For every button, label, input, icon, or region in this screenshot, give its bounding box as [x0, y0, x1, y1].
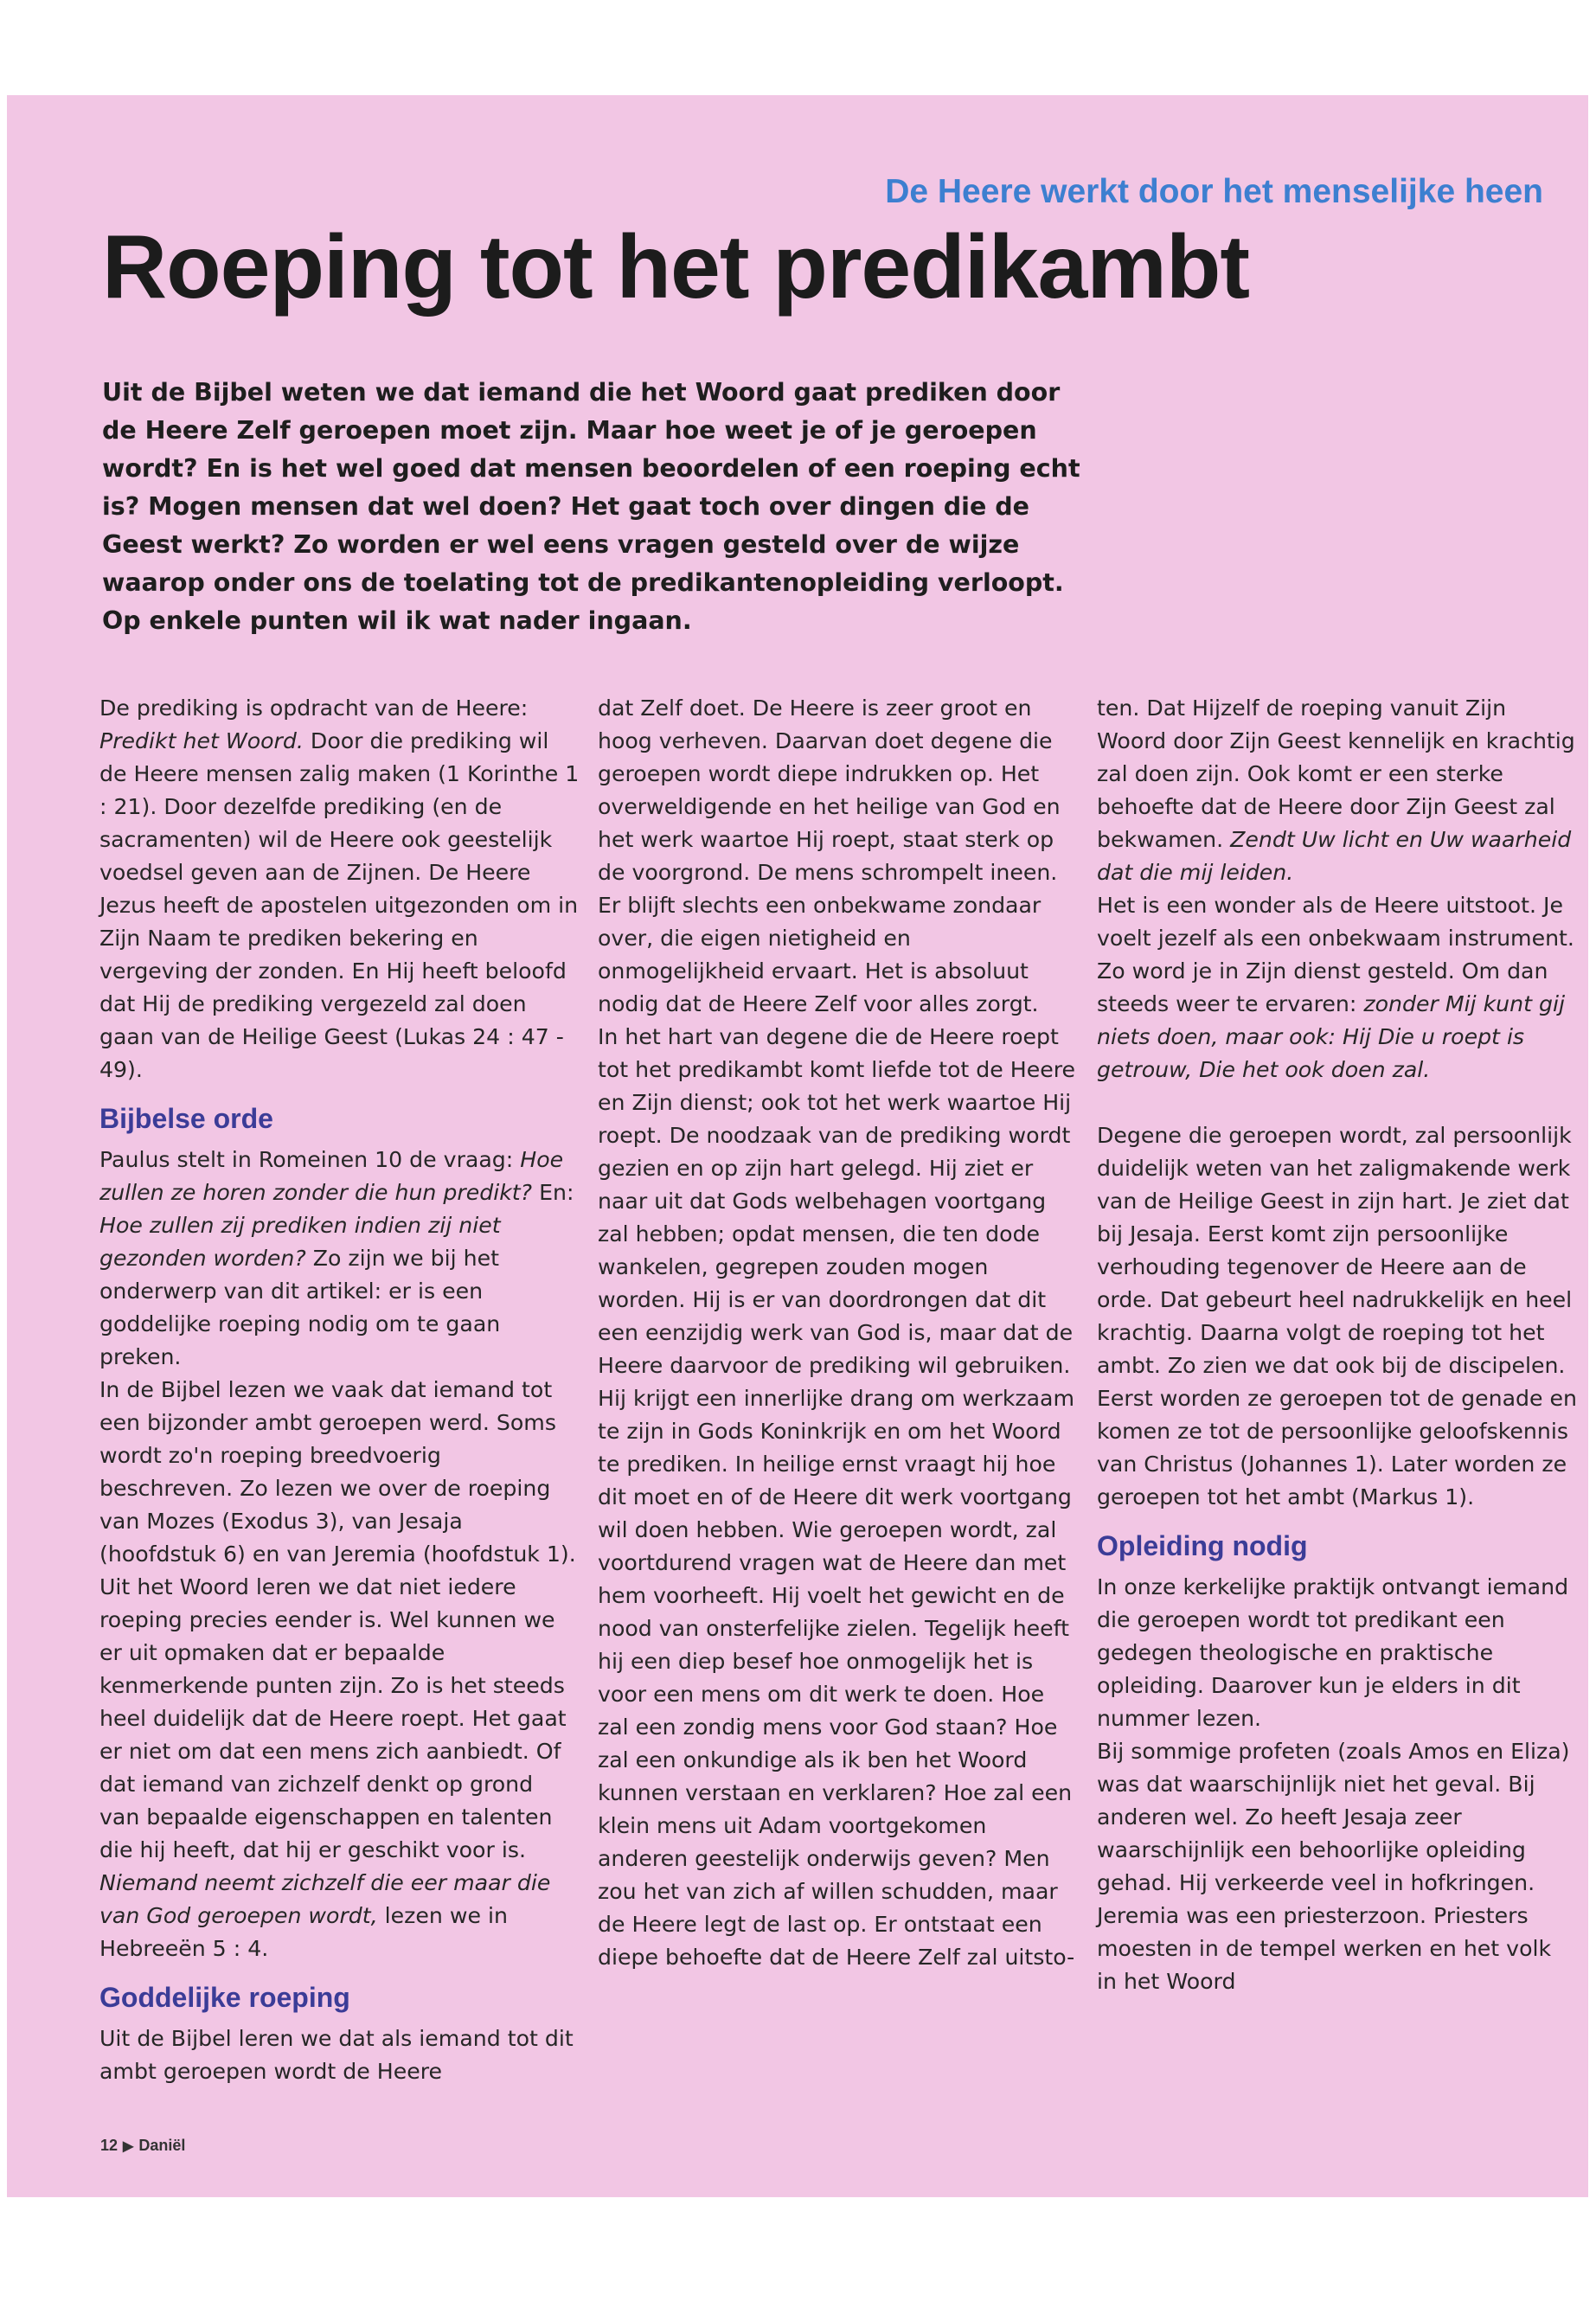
paragraph: Degene die geroepen wordt, zal persoonlijk duidelijk weten van het zaligmakende werk van de Heilige Geest in zijn hart. Je ziet dat bij Jesaja. Eerst komt zijn persoonlijke verhouding tegenover de Heere aan de orde. Dat gebeurt heel nadrukkelijk en heel krachtig. Daarna volgt de roeping tot het ambt. Zo zien we dat ook bij de discipelen. Eerst worden ze geroepen tot de genade en komen ze tot de persoonlijke geloofskennis van Christus (Johannes 1). Later worden ze geroepen tot het ambt (Markus 1). — [1097, 1123, 1578, 1509]
text-span: Paulus stelt in Romeinen 10 de vraag: — [99, 1147, 521, 1172]
paragraph — [1097, 889, 1577, 1086]
italic-quote: Hoe zullen ze horen zonder die hun predikt? — [99, 1147, 564, 1205]
page-number: 12 — [100, 2137, 119, 2154]
paragraph — [99, 1374, 580, 1965]
italic-quote: Zendt Uw licht en Uw waarheid dat die mij leiden. — [1097, 827, 1572, 885]
paragraph: dat Zelf doet. De Heere is zeer groot en hoog verheven. Daarvan doet degene die geroepen wordt diepe indrukken op. Het overweldigende en het heilige van God en het werk waartoe Hij roept, staat sterk op de voorgrond. De mens schrompelt ineen. Er blijft slechts een onbekwame zondaar over, die eigen nietigheid en onmogelijkheid ervaart. Het is absoluut nodig dat de Heere Zelf voor alles zorgt. — [598, 695, 1061, 1016]
paragraph: In het hart van degene die de Heere roept tot het predikambt komt liefde tot de Heere en Zijn dienst; ook tot het werk waartoe Hij roept. De noodzaak van de prediking wordt gezien en op zijn hart gelegd. Hij ziet er naar uit dat Gods welbehagen voortgang zal hebben; opdat mensen, die ten dode wankelen, gegrepen zouden mogen worden. Hij is er van doordrongen dat dit een eenzijdig werk van God is, maar dat de Heere daarvoor de prediking wil gebruiken. Hij krijgt een innerlijke drang om werkzaam te zijn in Gods Koninkrijk en om het Woord te prediken. In heilige ernst vraagt hij hoe dit moet en of de Heere dit werk voortgang wil doen hebben. Wie geroepen wordt, zal voortdurend vragen wat de Heere dan met hem voorheeft. Hij voelt het gewicht en de nood van onsterfelijke zielen. Tegelijk heeft hij een diep besef hoe onmogelijk het is voor een mens om dit werk te doen. Hoe zal een zondig mens voor God staan? Hoe zal een onkundige als ik ben het Woord kunnen verstaan en verklaren? Hoe zal een klein mens uit Adam voortgekomen anderen geestelijk onderwijs geven? Men zou het van zich af willen schudden, maar de Heere legt de last op. Er ontstaat een diepe behoefte dat de Heere Zelf zal uitsto- — [598, 1024, 1076, 1970]
text-span: Door die prediking wil de Heere mensen zalig maken (1 Korinthe 1 : 21). Door dezelfde prediking (en de sacramenten) wil de Heere ook geestelijk voedsel geven aan de Zijnen. De Heere Jezus heeft de apostelen uitgezonden om in Zijn Naam te prediken bekering en vergeving der zonden. En Hij heeft beloofd dat Hij de prediking vergezeld zal doen gaan van de Heilige Geest (Lukas 24 : 47 - 49). — [99, 728, 580, 1082]
subheading-opleiding-nodig: Opleiding nodig — [1097, 1530, 1308, 1561]
article-kicker: De Heere werkt door het menselijke heen — [885, 173, 1543, 210]
magazine-name: Daniël — [138, 2137, 186, 2154]
text-span: Zo zijn we bij het onderwerp van dit artikel: er is een goddelijke roeping nodig om te gaan preken. — [99, 1246, 501, 1369]
paragraph: In onze kerkelijke praktijk ontvangt iemand die geroepen wordt tot predikant een gedegen theologische en praktische opleiding. Daarover kun je elders in dit nummer lezen. — [1097, 1574, 1569, 1731]
text-span: In de Bijbel lezen we vaak dat iemand tot een bijzonder ambt geroepen werd. Soms wordt zo'n roeping breedvoerig beschreven. Zo lezen we over de roeping van Mozes (Exodus 3), van Jesaja (hoofdstuk 6) en van Jeremia (hoofdstuk 1). Uit het Woord leren we dat niet iedere roeping precies eender is. Wel kunnen we er uit opmaken dat er bepaalde kenmerkende punten zijn. Zo is het steeds heel duidelijk dat de Heere roept. Het gaat er niet om dat een mens zich aanbiedt. Of dat iemand van zichzelf denkt op grond van bepaalde eigenschappen en talenten die hij heeft, dat hij er geschikt voor is. — [99, 1377, 576, 1862]
text-span: lezen we in Hebreeën 5 : 4. — [99, 1903, 508, 1961]
article-title: Roeping tot het predikambt — [102, 217, 1249, 317]
paragraph: Uit de Bijbel leren we dat als iemand tot dit ambt geroepen wordt de Heere — [99, 2026, 574, 2084]
italic-quote: Hoe zullen zij prediken indien zij niet gezonden worden? — [99, 1213, 501, 1271]
italic-quote: Niemand neemt zichzelf die eer maar die van God geroepen wordt, — [99, 1870, 551, 1928]
text-span: ten. Dat Hijzelf de roeping vanuit Zijn Woord door Zijn Geest kennelijk en krachtig zal doen zijn. Ook komt er een sterke behoefte dat de Heere door Zijn Geest zal bekwamen. — [1097, 695, 1575, 852]
paragraph — [99, 1144, 580, 1374]
magazine-page — [7, 95, 1588, 2197]
paragraph — [99, 692, 580, 1086]
text-span: Het is een wonder als de Heere uitstoot. Je voelt jezelf als een onbekwaam instrument. Zo word je in Zijn dienst gesteld. Om dan steeds weer te ervaren: — [1097, 893, 1574, 1016]
subheading-goddelijke-roeping: Goddelijke roeping — [99, 1982, 350, 2013]
column-1 — [99, 692, 580, 2088]
paragraph — [1097, 692, 1577, 889]
italic-quote: Predikt het Woord. — [99, 728, 304, 753]
article-intro: Uit de Bijbel weten we dat iemand die het Woord gaat prediken door de Heere Zelf geroepen moet zijn. Maar hoe weet je of je geroepen wordt? En is het wel goed dat mensen beoordelen of een roeping echt is? Mogen mensen dat wel doen? Het gaat toch over dingen die de Geest werkt? Zo worden er wel eens vragen gesteld over de wijze waarop onder ons de toelating tot de predikantenopleiding verloopt. Op enkele punten wil ik wat nader ingaan. — [102, 378, 1080, 635]
page-footer — [100, 2137, 185, 2155]
column-3 — [1097, 692, 1577, 1998]
subheading-bijbelse-orde: Bijbelse orde — [99, 1103, 273, 1134]
text-span: De prediking is opdracht van de Heere: — [99, 695, 529, 721]
italic-quote: zonder Mij kunt gij niets doen, maar ook: Hij Die u roept is getrouw, Die het ook doen zal. — [1097, 991, 1565, 1082]
paragraph: Bij sommige profeten (zoals Amos en Eliza) was dat waarschijnlijk niet het geval. Bij anderen wel. Zo heeft Jesaja zeer waarschijnlijk een behoorlijke opleiding gehad. Hij verkeerde veel in hofkringen. Jeremia was een priesterzoon. Priesters moesten in de tempel werken en het volk in het Woord — [1097, 1739, 1570, 1994]
column-2 — [598, 692, 1078, 1974]
arrow-right-icon: ▶ — [123, 2138, 134, 2154]
text-span: En: — [532, 1180, 574, 1205]
